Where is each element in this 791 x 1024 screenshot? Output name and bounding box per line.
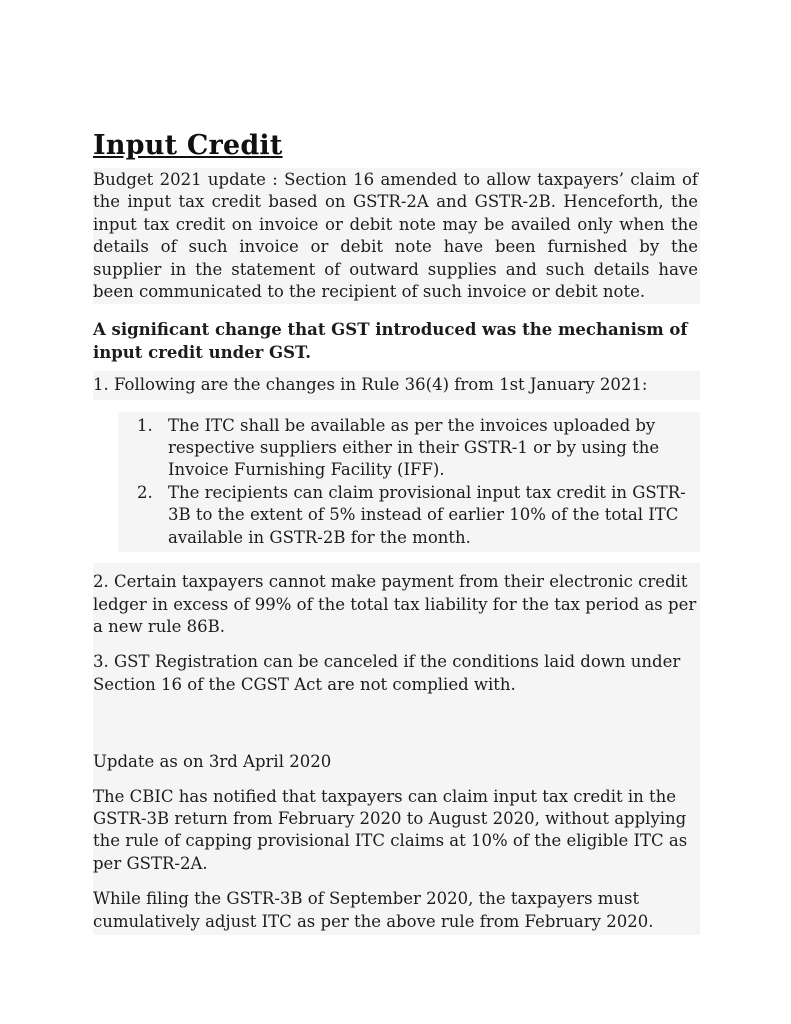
list-item-marker: 2. (137, 482, 153, 502)
paragraph-budget-update: Budget 2021 update : Section 16 amended to allow taxpayers’ claim of the input tax credit based on GSTR-2A and GSTR-2B. Henceforth, the input tax credit on invoice or debit note may be availed only when the details of such invoice or debit note have been furnished by the supplier in the statement of outward supplies and such details have been communicated to the recipient of such invoice or debit note. (93, 168, 700, 304)
lower-text-block (93, 563, 700, 935)
paragraph-rule-2: 2. Certain taxpayers cannot make payment from their electronic credit ledger in excess of 99% of the total tax liability for the tax period as per a new rule 86B. (93, 572, 697, 636)
document-content (93, 131, 700, 935)
paragraph-rule-3: 3. GST Registration can be canceled if the conditions laid down under Section 16 of the CGST Act are not complied with. (93, 652, 681, 694)
paragraph-rule-intro: 1. Following are the changes in Rule 36(4) from 1st January 2021: (93, 371, 700, 399)
list-item-text: The ITC shall be available as per the invoices uploaded by respective suppliers either in their GSTR-1 or by using the Invoice Furnishing Facility (IFF). (168, 415, 660, 480)
paragraph-significant-change: A significant change that GST introduced was the mechanism of input credit under GST. (93, 320, 688, 362)
ordered-list (118, 412, 700, 552)
paragraph-cbic-notification: The CBIC has notified that taxpayers can claim input tax credit in the GSTR-3B return from February 2020 to August 2020, without applying the rule of capping provisional ITC claims at 10% of the eligible ITC as per GSTR-2A. (93, 786, 688, 873)
list-item-marker: 1. (137, 415, 153, 435)
page-title: Input Credit (93, 130, 283, 161)
paragraph-update-date: Update as on 3rd April 2020 (93, 752, 332, 772)
list-item-text: The recipients can claim provisional input tax credit in GSTR-3B to the extent of 5% instead of earlier 10% of the total ITC available in GSTR-2B for the month. (168, 482, 686, 547)
list-item (118, 482, 700, 549)
list-item (118, 415, 700, 482)
paragraph-filing-september: While filing the GSTR-3B of September 2020, the taxpayers must cumulatively adjust ITC as per the above rule from February 2020. (93, 889, 654, 931)
